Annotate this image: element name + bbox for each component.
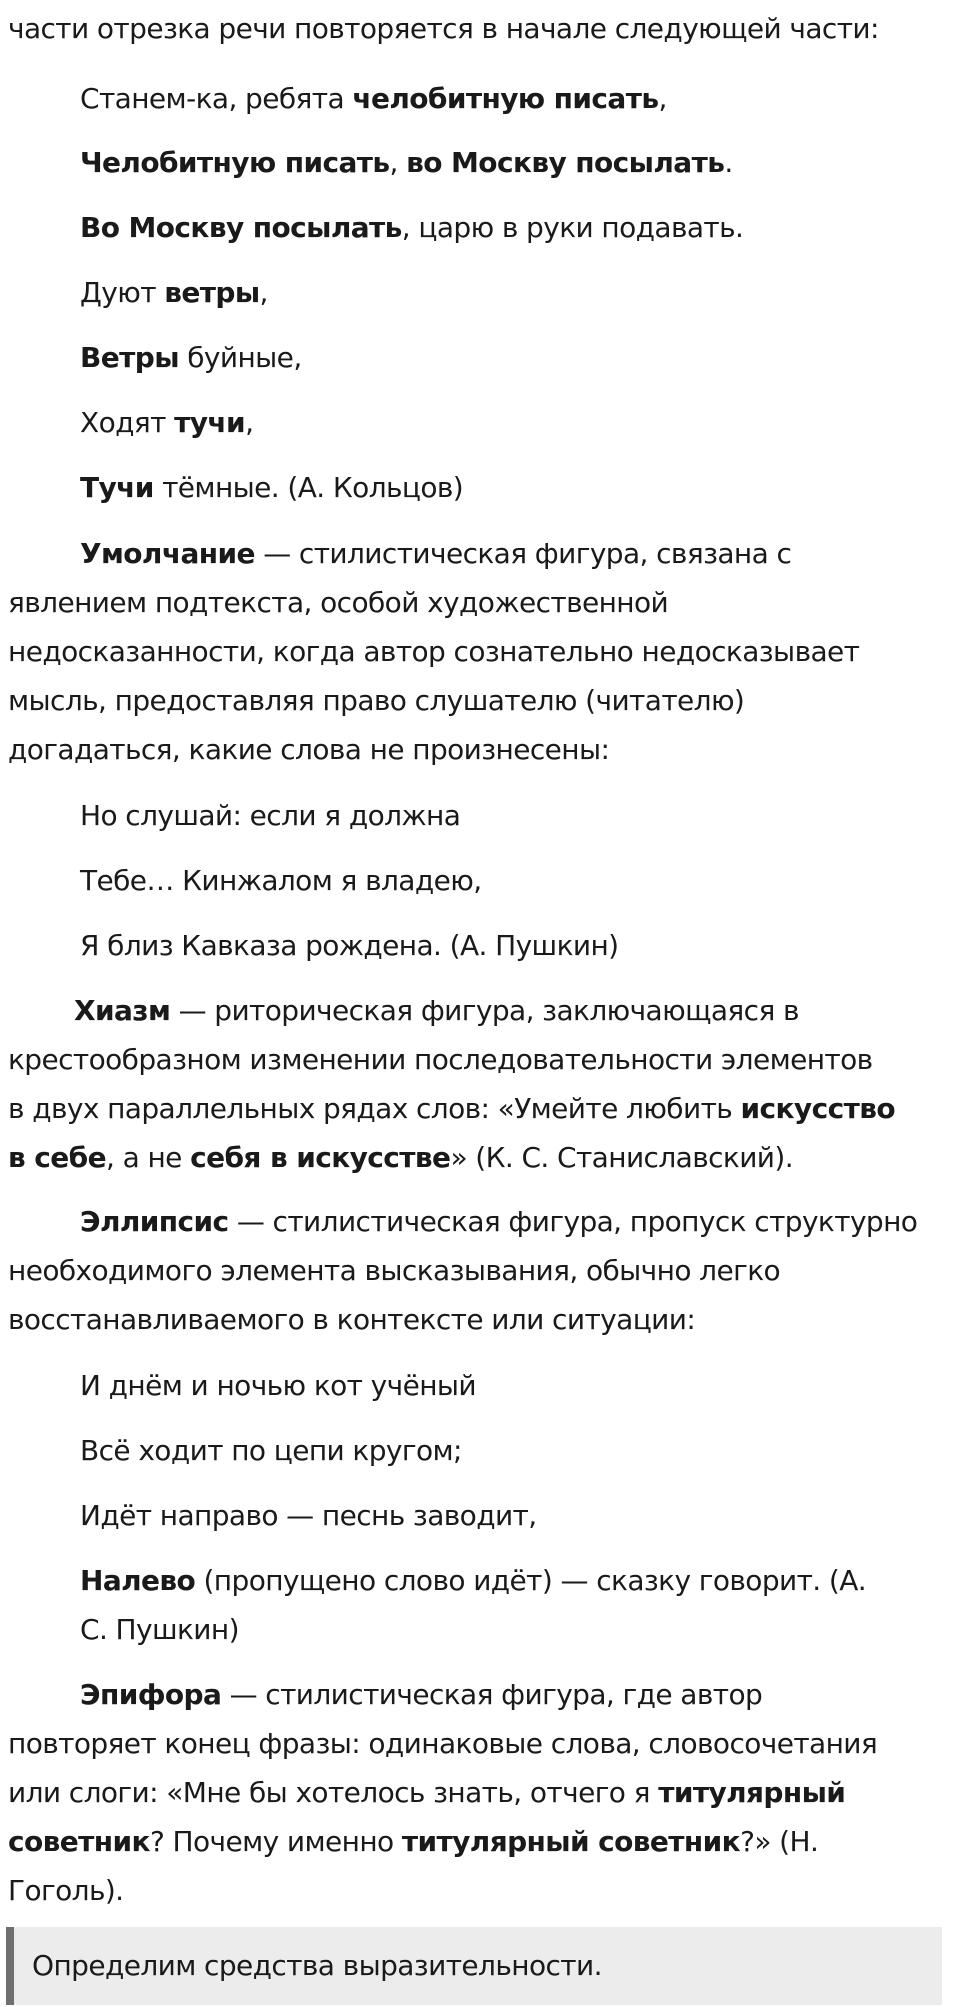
poem-line: Тучи тёмные. (А. Кольцов) xyxy=(80,471,464,504)
poem-line: Ветры буйные, xyxy=(80,341,302,374)
poem-line: И днём и ночью кот учёный xyxy=(80,1369,477,1402)
text-line: или слоги: «Мне бы хотелось знать, отчего я титулярный xyxy=(8,1776,846,1809)
poem-line: Идёт направо — песнь заводит, xyxy=(80,1499,537,1532)
text-line: крестообразном изменении последовательности элементов xyxy=(8,1043,873,1076)
text-line: части отрезка речи повторяется в начале следующей части: xyxy=(8,12,879,45)
poem-line: Станем-ка, ребята челобитную писать, xyxy=(80,82,667,115)
poem-line: Я близ Кавказа рождена. (А. Пушкин) xyxy=(80,929,619,962)
poem-line: Тебе… Кинжалом я владею, xyxy=(80,864,482,897)
definition-heading: Хиазм — риторическая фигура, заключающаяся в xyxy=(74,994,799,1027)
text-line: Гоголь). xyxy=(8,1874,124,1907)
text-line: в себе, а не себя в искусстве» (К. С. Станиславский). xyxy=(8,1141,794,1174)
poem-line: Всё ходит по цепи кругом; xyxy=(80,1434,462,1467)
definition-heading: Эллипсис — стилистическая фигура, пропуск структурно xyxy=(80,1205,918,1238)
callout-text: Определим средства выразительности. xyxy=(32,1949,602,1982)
definition-heading: Эпифора — стилистическая фигура, где автор xyxy=(80,1678,763,1711)
poem-line: Налево (пропущено слово идёт) — сказку говорит. (А. xyxy=(80,1564,867,1597)
text-line: советник? Почему именно титулярный советник?» (Н. xyxy=(8,1825,819,1858)
poem-line: Челобитную писать, во Москву посылать. xyxy=(80,146,733,179)
poem-line: С. Пушкин) xyxy=(80,1613,239,1646)
poem-line: Ходят тучи, xyxy=(80,406,254,439)
text-line: догадаться, какие слова не произнесены: xyxy=(8,733,610,766)
text-line: явлением подтекста, особой художественной xyxy=(8,586,669,619)
definition-heading: Умолчание — стилистическая фигура, связана с xyxy=(80,537,792,570)
text-line: необходимого элемента высказывания, обычно легко xyxy=(8,1254,781,1287)
text-line: недосказанности, когда автор сознательно недосказывает xyxy=(8,635,860,668)
callout-box xyxy=(6,1927,942,2005)
text-line: в двух параллельных рядах слов: «Умейте любить искусство xyxy=(8,1092,895,1125)
poem-line: Во Москву посылать, царю в руки подавать. xyxy=(80,211,744,244)
text-line: восстанавливаемого в контексте или ситуации: xyxy=(8,1303,696,1336)
poem-line: Но слушай: если я должна xyxy=(80,799,461,832)
text-line: повторяет конец фразы: одинаковые слова, словосочетания xyxy=(8,1727,878,1760)
text-line: мысль, предоставляя право слушателю (читателю) xyxy=(8,684,745,717)
poem-line: Дуют ветры, xyxy=(80,276,268,309)
